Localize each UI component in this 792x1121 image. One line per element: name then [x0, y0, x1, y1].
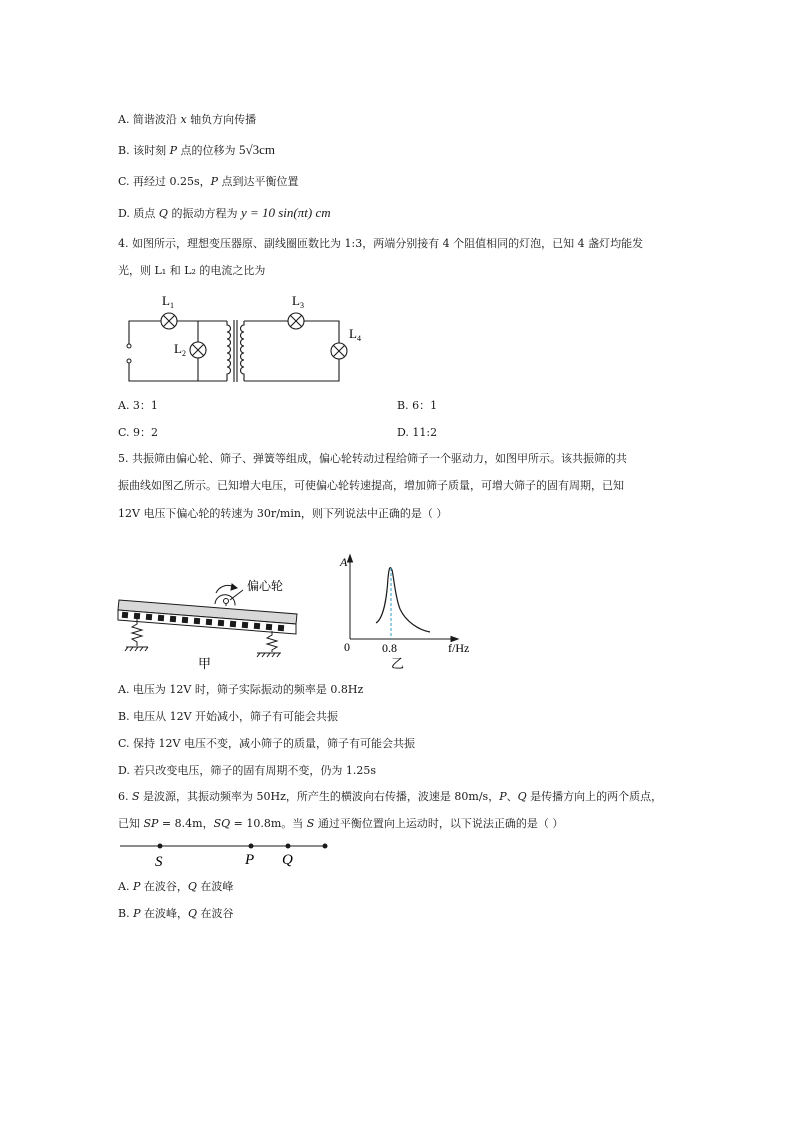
q6-var-p: P — [499, 790, 507, 803]
wave-points-diagram — [118, 838, 338, 873]
lamp-l2-icon — [190, 342, 206, 358]
q3-option-b — [118, 143, 275, 158]
q3-option-d-var: Q — [158, 207, 168, 220]
q5-stem-line1: 5. 共振筛由偏心轮、筛子、弹簧等组成，偏心轮转动过程给筛子一个驱动力，如图甲所示。该共振筛的共 — [118, 452, 627, 465]
transformer-circuit-diagram — [118, 290, 368, 390]
q6-text-4: = 8.4m， — [158, 817, 214, 830]
y-axis-label: A — [340, 555, 348, 569]
right-spring-icon — [257, 631, 281, 657]
label-l3: $L_3$ — [292, 293, 304, 310]
q3-option-d-pre: D. 质点 — [118, 207, 159, 220]
figure-yi-caption: 乙 — [391, 656, 405, 671]
q6-text-1: 是波源，其振动频率为 50Hz，所产生的横波向右传播，波速是 80m/s， — [139, 790, 500, 803]
q3-option-d-math: y = 10 sin(πt) cm — [240, 205, 331, 220]
q6-var-sp: SP — [143, 817, 159, 830]
q6-text-2: 是传播方向上的两个质点， — [526, 790, 663, 803]
q3-option-a — [118, 113, 256, 127]
q6-stem-line1 — [118, 790, 662, 804]
q4-option-d: D. 11:2 — [397, 426, 438, 439]
q6-option-a — [118, 880, 233, 894]
q6-option-b-p: P — [133, 907, 141, 920]
q5-stem-line2: 振曲线如图乙所示。已知增大电压，可使偏心轮转速提高，增加筛子质量，可增大筛子的固有周期，已知 — [118, 479, 624, 492]
label-l1: $L_1$ — [162, 293, 174, 310]
primary-wire-top-left — [129, 321, 161, 346]
resonance-sieve-diagram — [116, 570, 306, 670]
point-p-dot — [249, 844, 254, 849]
q6-number: 6. — [118, 790, 132, 803]
q4-option-c: C. 9：2 — [118, 426, 159, 439]
q6-stem-line2 — [118, 817, 563, 831]
q6-option-a-mid: 在波谷， — [140, 880, 188, 893]
input-terminal-top — [127, 344, 131, 348]
q6-text-6: 通过平衡位置向上运动时，以下说法正确的是（ ） — [314, 817, 564, 830]
q3-option-c-pre: C. 再经过 0.25s， — [118, 175, 211, 188]
figure-jia-caption: 甲 — [198, 656, 212, 670]
q6-var-s: S — [132, 790, 140, 803]
lamp-l3-icon — [288, 313, 304, 329]
point-s-dot — [158, 844, 163, 849]
q3-option-d — [118, 206, 331, 221]
q6-var-s2: S — [306, 817, 315, 830]
secondary-coil — [241, 321, 245, 381]
q3-option-c-var: P — [210, 175, 219, 188]
q6-text-3: 已知 — [118, 817, 144, 830]
q3-option-b-post: 点的位移为 — [176, 144, 239, 157]
q6-var-q: Q — [517, 790, 527, 803]
q6-option-b-mid: 在波峰， — [140, 907, 188, 920]
y-axis-arrow-icon — [348, 555, 353, 562]
secondary-wire-top-right — [304, 321, 339, 343]
q6-option-b-post: 在波谷 — [197, 907, 234, 920]
q6-option-b-pre: B. — [118, 907, 134, 920]
q4-option-a: A. 3：1 — [118, 399, 158, 412]
point-q-dot — [286, 844, 291, 849]
q4-option-b: B. 6：1 — [397, 399, 438, 412]
q3-option-b-math: 5√3cm — [238, 142, 276, 157]
q3-option-a-var: x — [180, 113, 187, 126]
q6-var-sq: SQ — [213, 817, 231, 830]
resonance-curve — [376, 568, 430, 632]
eccentric-wheel-label: 偏心轮 — [247, 579, 284, 593]
q3-option-d-post: 的振动方程为 — [167, 207, 241, 220]
q3-option-b-pre: B. 该时刻 — [118, 144, 170, 157]
q5-option-b: B. 电压从 12V 开始减小，筛子有可能会共振 — [118, 710, 339, 723]
q4-stem-line2: 光，则 L₁ 和 L₂ 的电流之比为 — [118, 264, 266, 277]
point-s-label: S — [155, 854, 163, 870]
q6-option-b — [118, 907, 234, 921]
q5-stem-line3: 12V 电压下偏心轮的转速为 30r/min，则下列说法中正确的是（ ） — [118, 507, 448, 520]
q3-option-b-var: P — [169, 144, 177, 157]
q6-option-a-post: 在波峰 — [196, 880, 234, 893]
primary-coil — [227, 321, 231, 381]
q3-option-c-post: 点到达平衡位置 — [218, 175, 299, 188]
q5-option-c: C. 保持 12V 电压不变，减小筛子的质量，筛子有可能会共振 — [118, 737, 415, 750]
lamp-l4-icon — [331, 343, 347, 359]
q5-option-d: D. 若只改变电压，筛子的固有周期不变，仍为 1.25s — [118, 764, 377, 777]
x-tick-label: 0.8 — [382, 641, 397, 655]
q6-option-b-q: Q — [187, 907, 198, 920]
origin-label: 0 — [344, 640, 350, 654]
label-l2: $L_2$ — [174, 341, 186, 358]
q3-option-a-pre: A. 简谐波沿 — [118, 113, 181, 126]
q3-option-c — [118, 175, 299, 189]
secondary-wire-bottom — [244, 359, 339, 381]
q5-option-a: A. 电压为 12V 时，筛子实际振动的频率是 0.8Hz — [118, 683, 364, 696]
q3-option-a-post: 轴负方向传播 — [186, 113, 257, 126]
label-l4: $L_4$ — [349, 326, 361, 343]
q6-text-5: = 10.8m。当 — [230, 817, 307, 830]
q6-option-a-p: P — [132, 880, 141, 893]
resonance-curve-chart — [336, 550, 476, 675]
q6-option-a-q: Q — [187, 880, 197, 893]
lamp-l1-icon — [161, 313, 177, 329]
point-p-label: P — [245, 852, 255, 868]
point-q-label: Q — [282, 852, 293, 868]
eccentric-wheel-icon — [215, 584, 243, 606]
q6-separator: 、 — [506, 790, 518, 803]
primary-wire-bottom — [129, 361, 227, 381]
input-terminal-bottom — [127, 359, 131, 363]
line-end-dot — [323, 844, 328, 849]
left-spring-icon — [125, 619, 148, 651]
q4-stem-line1: 4. 如图所示，理想变压器原、副线圈匝数比为 1:3，两端分别接有 4 个阻值相同的灯泡，已知 4 盏灯均能发 — [118, 237, 644, 250]
x-axis-label: f/Hz — [448, 641, 470, 655]
q6-option-a-pre: A. — [118, 880, 133, 893]
